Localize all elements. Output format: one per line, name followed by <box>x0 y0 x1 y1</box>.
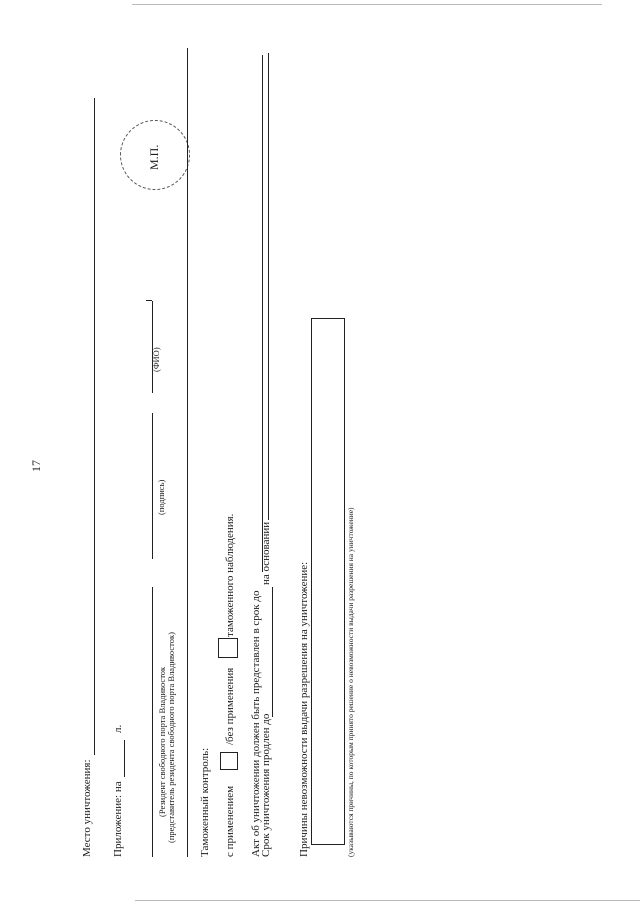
scan-edge-mark-right <box>132 4 602 5</box>
appendix-suffix: л. <box>112 724 124 733</box>
customs-without-label: /без применения <box>224 667 236 745</box>
fio-caption: (ФИО) <box>151 347 161 372</box>
resident-line <box>152 587 153 857</box>
appendix-pages-line <box>124 740 125 777</box>
customs-control-label: Таможенный контроль: <box>199 747 211 857</box>
section-separator <box>187 48 188 857</box>
term-date-line <box>272 587 273 717</box>
signature-line <box>152 413 153 559</box>
customs-observation-label: таможенного наблюдения. <box>224 513 236 637</box>
customs-with-label: с применением <box>224 785 236 857</box>
refusal-reasons-box[interactable] <box>311 318 345 845</box>
refusal-reasons-caption: (указываются причины, по которым принято решение о невозможности выдачи разрешения на уничтожение) <box>346 507 355 857</box>
refusal-reasons-label: Причины невозможности выдачи разрешения на уничтожение: <box>298 561 310 857</box>
stamp-label: М.П. <box>147 144 161 170</box>
term-basis-label: на основании <box>260 521 272 585</box>
term-basis-line <box>268 53 269 520</box>
destruction-place-line <box>94 98 95 755</box>
customs-with-checkbox[interactable] <box>220 752 238 770</box>
destruction-place-label: Место уничтожения: <box>81 759 93 857</box>
fio-tick <box>146 300 152 301</box>
term-extended-label: Срок уничтожения продлен до <box>260 713 272 857</box>
scan-edge-mark-bottom <box>135 900 640 901</box>
act-deadline-label: Акт об уничтожении должен быть представлен в срок до <box>250 590 262 857</box>
appendix-label: Приложение: на <box>112 781 124 857</box>
signature-caption: (подпись) <box>156 479 166 515</box>
page-number: 17 <box>29 460 43 472</box>
resident-caption-1: (Резидент свободного порта Владивосток <box>157 666 167 817</box>
act-deadline-line <box>262 55 263 572</box>
resident-caption-2: (представитель резидента свободного порта Владивосток) <box>166 632 176 843</box>
customs-without-checkbox[interactable] <box>218 638 238 658</box>
